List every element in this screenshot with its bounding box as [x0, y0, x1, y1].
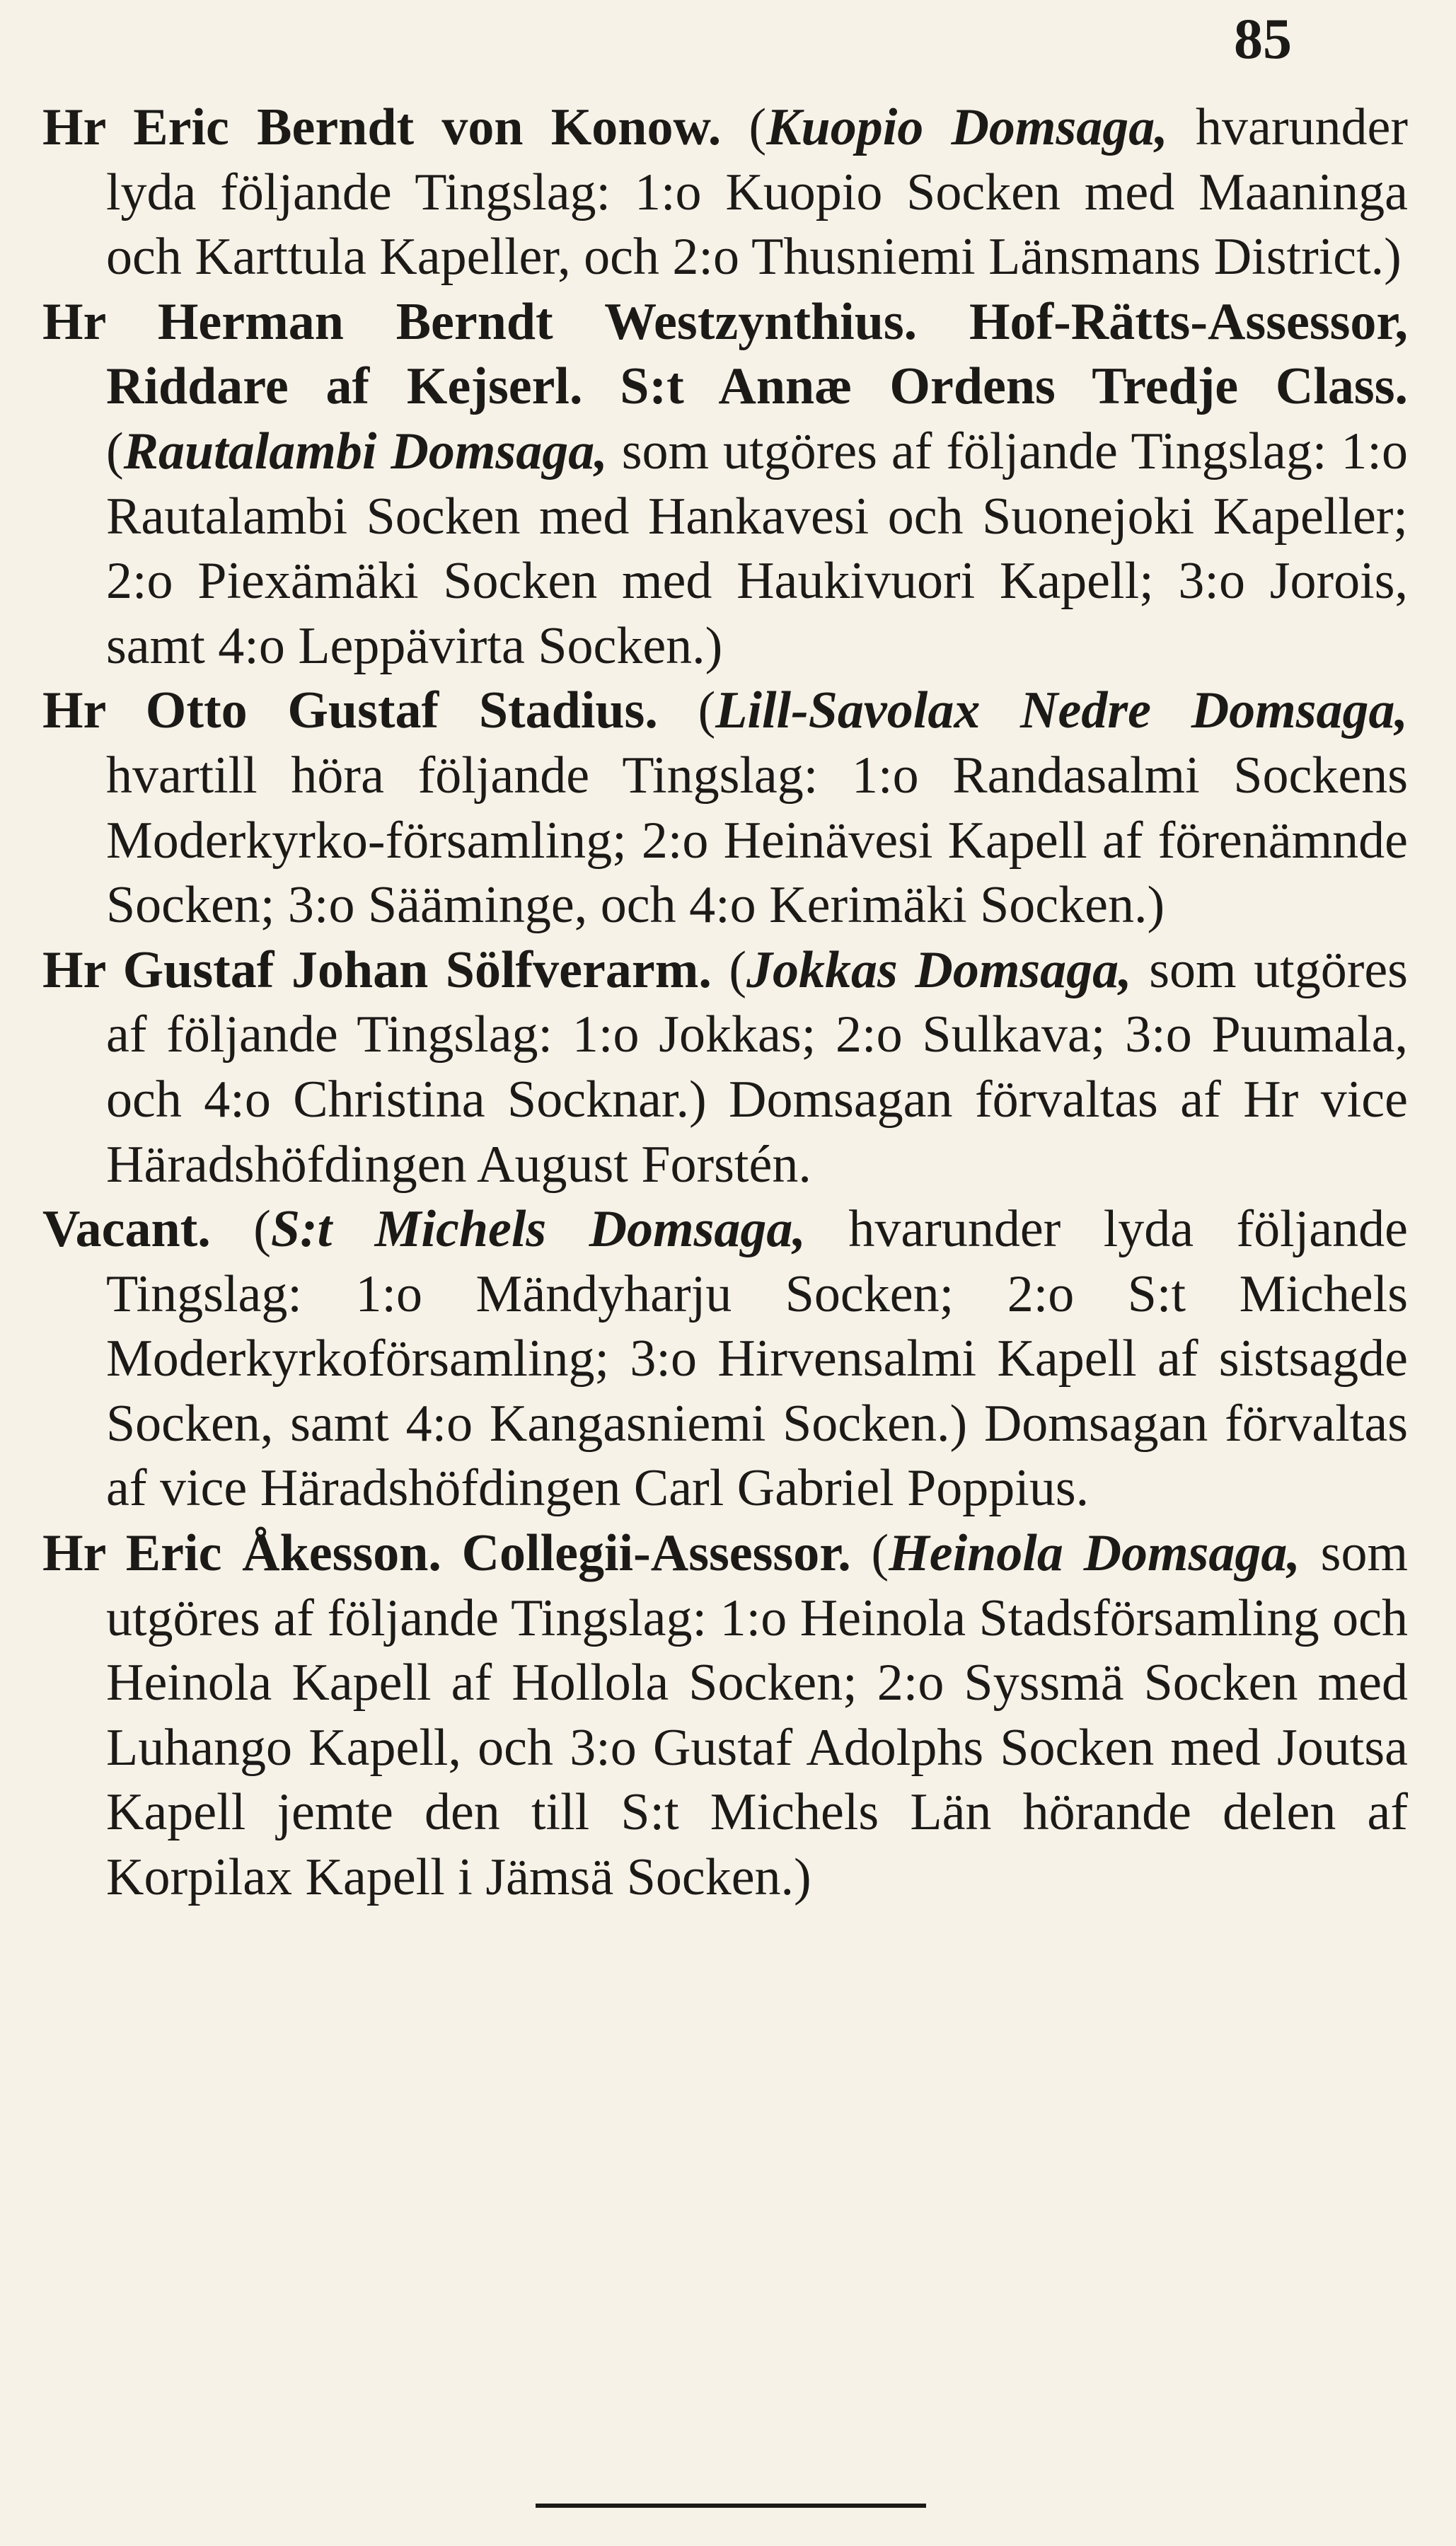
entry-district: Lill-Savolax Nedre Domsaga, [715, 681, 1408, 740]
entry-name: Hr Herman Berndt Westzynthius. Hof-Rätts-Assessor, Riddare af Kejserl. S:t Annæ Ordens Tredje Class. [42, 292, 1408, 416]
entry-text: som utgöres af följande Tingslag: 1:o Rautalambi Socken med Hankavesi och Suonejoki Kapeller; 2:o Piexämäki Socken med Haukivuori Kapell; 3:o Jorois, samt 4:o Leppävirta Socken.) [106, 422, 1408, 675]
entry-lill-savolax: Hr Otto Gustaf Stadius. (Lill-Savolax Nedre Domsaga, hvartill höra följande Tingslag: 1:o Randasalmi Sockens Moderkyrko-församling; 2:o Heinävesi Kapell af förenämnde Socken; 3:o Sääminge, och 4:o Kerimäki Socken.) [42, 681, 1408, 935]
entry-district: Kuopio Domsaga, [766, 98, 1168, 156]
entry-rautalambi: Hr Herman Berndt Westzynthius. Hof-Rätts-Assessor, Riddare af Kejserl. S:t Annæ Ordens Tredje Class. (Rautalambi Domsaga, som utgöres af följande Tingslag: 1:o Rautalambi Socken med Hankavesi och Suonejoki Kapeller; 2:o Piexämäki Socken med Haukivuori Kapell; 3:o Jorois, samt 4:o Leppävirta Socken.) [42, 292, 1408, 675]
entry-district: Rautalambi Domsaga, [123, 422, 608, 480]
entry-text: hvarunder lyda följande Tingslag: 1:o Mändyharju Socken; 2:o S:t Michels Moderkyrkoförsamling; 3:o Hirvensalmi Kapell af sistsagde Socken, samt 4:o Kangasniemi Socken.) Domsagan förvaltas af vice Häradshöfdingen Carl Gabriel Poppius. [106, 1200, 1408, 1518]
entry-kuopio: Hr Eric Berndt von Konow. (Kuopio Domsaga, hvarunder lyda följande Tingslag: 1:o Kuopio Socken med Maaninga och Karttula Kapeller, och 2:o Thusniemi Länsmans District.) [42, 98, 1409, 287]
entry-text: som utgöres af följande Tingslag: 1:o Jokkas; 2:o Sulkava; 3:o Puumala, och 4:o Christina Socknar.) Domsagan förvaltas af Hr vice Häradshöfdingen August Forstén. [106, 940, 1408, 1194]
entry-st-michels: Vacant. (S:t Michels Domsaga, hvarunder lyda följande Tingslag: 1:o Mändyharju Socken; 2:o S:t Michels Moderkyrkoförsamling; 3:o Hirvensalmi Kapell af sistsagde Socken, samt 4:o Kangasniemi Socken.) Domsagan förvaltas af vice Häradshöfdingen Carl Gabriel Poppius. [42, 1200, 1408, 1518]
end-rule [536, 2504, 926, 2508]
entry-name: Hr Eric Åkesson. Collegii-Assessor. [42, 1524, 851, 1583]
page-number: 85 [1234, 6, 1292, 71]
entry-text: hvarunder lyda följande Tingslag: 1:o Kuopio Socken med Maaninga och Karttula Kapeller, och 2:o Thusniemi Länsmans District.) [106, 98, 1409, 287]
entry-jokkas: Hr Gustaf Johan Sölfverarm. (Jokkas Domsaga, som utgöres af följande Tingslag: 1:o Jokkas; 2:o Sulkava; 3:o Puumala, och 4:o Christina Socknar.) Domsagan förvaltas af Hr vice Häradshöfdingen August Forstén. [42, 940, 1408, 1194]
entry-name: Hr Gustaf Johan Sölfverarm. [42, 940, 712, 999]
entry-name: Hr Otto Gustaf Stadius. [42, 681, 658, 740]
entry-text: som utgöres af följande Tingslag: 1:o Heinola Stadsförsamling och Heinola Kapell af Hollola Socken; 2:o Syssmä Socken med Luhango Kapell, och 3:o Gustaf Adolphs Socken med Joutsa Kapell jemte den till S:t Michels Län hörande delen af Korpilax Kapell i Jämsä Socken.) [106, 1524, 1408, 1907]
entry-district: Heinola Domsaga, [889, 1524, 1300, 1583]
entry-name: Hr Eric Berndt von Konow. [42, 98, 722, 156]
entry-text: hvartill höra följande Tingslag: 1:o Randasalmi Sockens Moderkyrko-församling; 2:o Heinävesi Kapell af förenämnde Socken; 3:o Sääminge, och 4:o Kerimäki Socken.) [106, 746, 1408, 935]
entry-name: Vacant. [42, 1200, 211, 1259]
entry-heinola: Hr Eric Åkesson. Collegii-Assessor. (Heinola Domsaga, som utgöres af följande Tingslag: 1:o Heinola Stadsförsamling och Heinola Kapell af Hollola Socken; 2:o Syssmä Socken med Luhango Kapell, och 3:o Gustaf Adolphs Socken med Joutsa Kapell jemte den till S:t Michels Län hörande delen af Korpilax Kapell i Jämsä Socken.) [42, 1524, 1408, 1907]
entry-district: S:t Michels Domsaga, [270, 1200, 806, 1259]
entry-district: Jokkas Domsaga, [746, 940, 1132, 999]
body-text [42, 96, 1408, 1911]
